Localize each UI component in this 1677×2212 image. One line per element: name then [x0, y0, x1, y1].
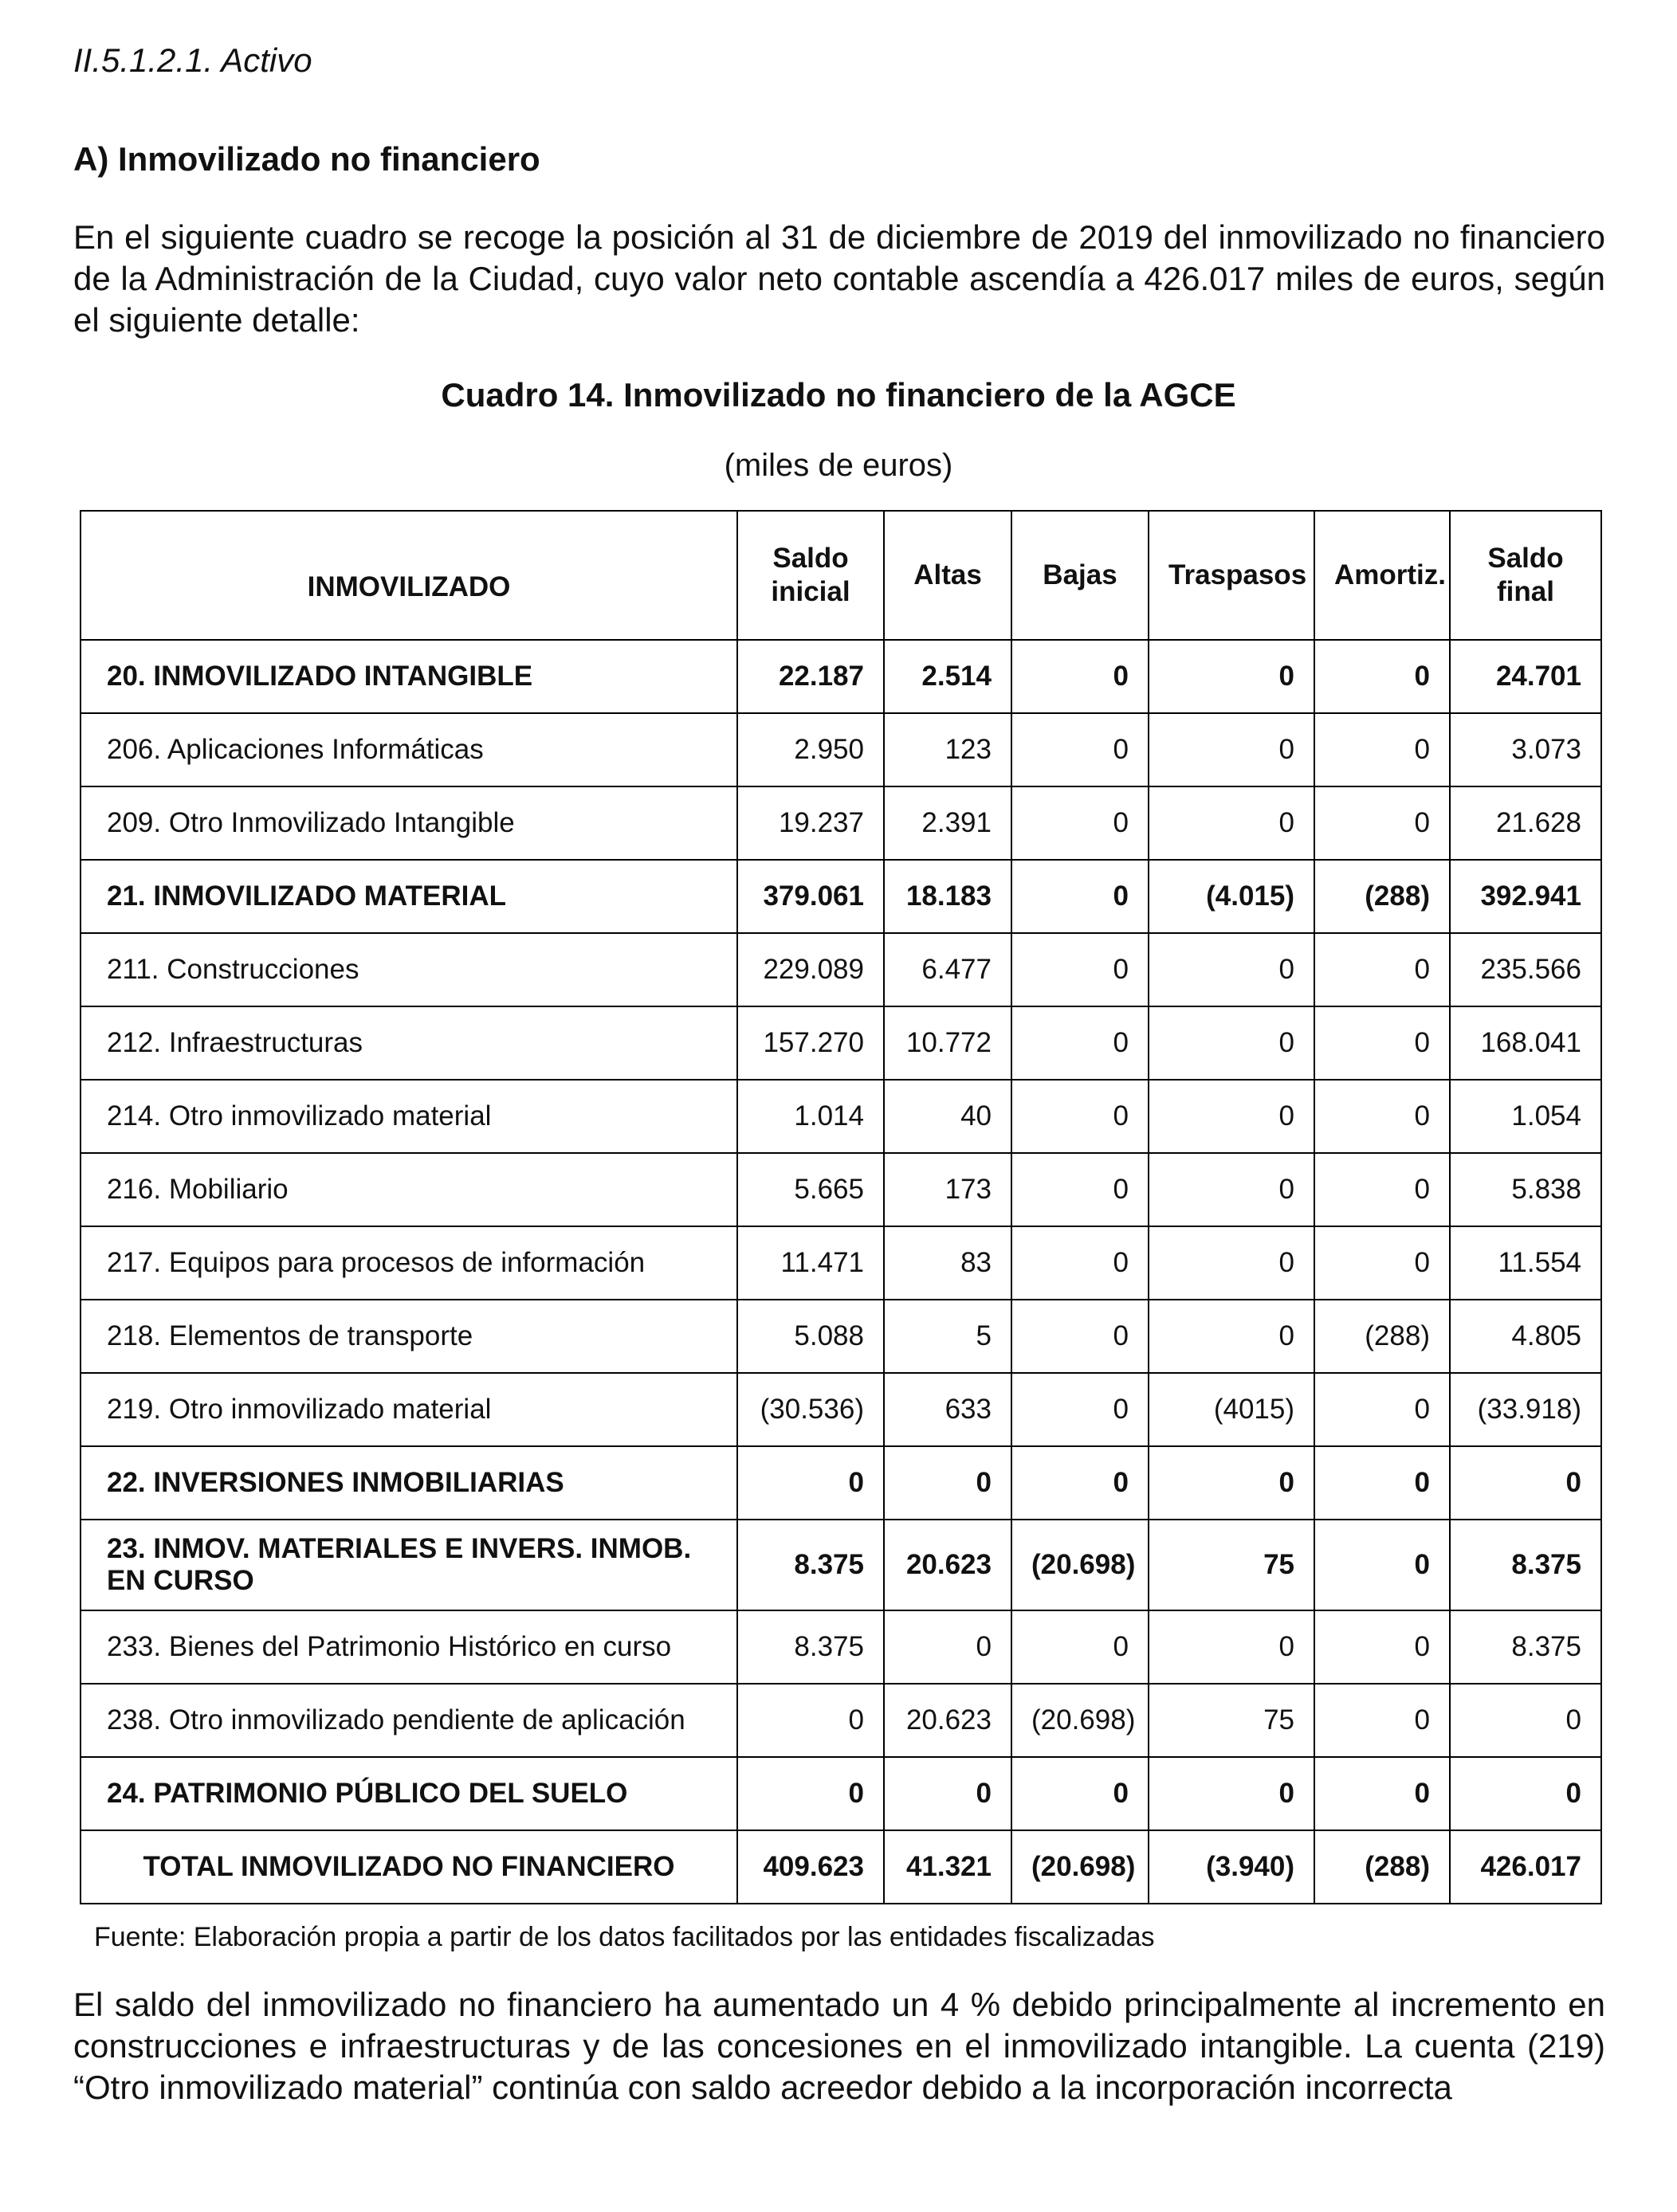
value-cell: 229.089 [737, 933, 884, 1006]
value-cell: 0 [1011, 786, 1149, 860]
value-cell: 0 [1011, 640, 1149, 713]
value-cell: 10.772 [884, 1006, 1011, 1080]
table-subtitle: (miles de euros) [724, 448, 953, 483]
value-cell: 0 [1314, 1226, 1450, 1300]
value-cell: 409.623 [737, 1830, 884, 1904]
value-cell: 0 [1149, 786, 1314, 860]
table-header-row [81, 511, 1601, 640]
value-cell: 0 [1314, 786, 1450, 860]
table-row [81, 1757, 1601, 1830]
closing-paragraph: El saldo del inmovilizado no financiero ha aumentado un 4 % debido principalmente al incremento en construcciones e infraestructuras y de las concesiones en el inmovilizado intangible. La cuenta (219) “Otro inmovilizado material” continúa con saldo acreedor debido a la incorporación incorrecta [73, 1986, 1605, 2106]
row-label-cell: 238. Otro inmovilizado pendiente de aplicación [81, 1684, 737, 1757]
value-cell: 157.270 [737, 1006, 884, 1080]
value-cell: 0 [1450, 1757, 1601, 1830]
table-row [81, 713, 1601, 786]
value-cell: 123 [884, 713, 1011, 786]
value-cell: 5 [884, 1300, 1011, 1373]
value-cell: 0 [1011, 1080, 1149, 1153]
value-cell: 0 [1314, 933, 1450, 1006]
table-row [81, 1520, 1601, 1610]
value-cell: 8.375 [1450, 1520, 1601, 1610]
col-header-saldo-inicial: Saldo inicial [737, 511, 884, 640]
row-label-cell: 22. INVERSIONES INMOBILIARIAS [81, 1446, 737, 1520]
table-body [81, 640, 1601, 1904]
value-cell: 392.941 [1450, 860, 1601, 933]
value-cell: (288) [1314, 1300, 1450, 1373]
value-cell: 1.054 [1450, 1080, 1601, 1153]
value-cell: 21.628 [1450, 786, 1601, 860]
value-cell: 0 [884, 1757, 1011, 1830]
value-cell: 0 [1149, 1006, 1314, 1080]
row-label-cell: 217. Equipos para procesos de información [81, 1226, 737, 1300]
value-cell: 0 [1011, 1300, 1149, 1373]
value-cell: 75 [1149, 1520, 1314, 1610]
row-label-cell: 211. Construcciones [81, 933, 737, 1006]
value-cell: 0 [1314, 1446, 1450, 1520]
row-label-cell: 214. Otro inmovilizado material [81, 1080, 737, 1153]
value-cell: 0 [1314, 1006, 1450, 1080]
value-cell: 11.471 [737, 1226, 884, 1300]
table-row [81, 640, 1601, 713]
value-cell: (288) [1314, 1830, 1450, 1904]
table-title: Cuadro 14. Inmovilizado no financiero de la AGCE [441, 376, 1236, 414]
value-cell: 0 [1011, 1153, 1149, 1226]
value-cell: 0 [1149, 1446, 1314, 1520]
value-cell: 20.623 [884, 1684, 1011, 1757]
row-label-cell: 212. Infraestructuras [81, 1006, 737, 1080]
value-cell: 0 [1314, 1684, 1450, 1757]
value-cell: 0 [1011, 933, 1149, 1006]
col-header-altas: Altas [884, 511, 1011, 640]
value-cell: (4.015) [1149, 860, 1314, 933]
value-cell: (30.536) [737, 1373, 884, 1446]
value-cell: 0 [1314, 640, 1450, 713]
value-cell: 20.623 [884, 1520, 1011, 1610]
row-label-cell: 206. Aplicaciones Informáticas [81, 713, 737, 786]
col-header-bajas: Bajas [1011, 511, 1149, 640]
value-cell: 0 [1149, 1226, 1314, 1300]
value-cell: 0 [1149, 933, 1314, 1006]
value-cell: 0 [1314, 713, 1450, 786]
value-cell: 0 [884, 1446, 1011, 1520]
value-cell: 22.187 [737, 640, 884, 713]
row-label-cell: 23. INMOV. MATERIALES E INVERS. INMOB. EN CURSO [81, 1520, 737, 1610]
value-cell: 8.375 [737, 1520, 884, 1610]
value-cell: 83 [884, 1226, 1011, 1300]
table-row [81, 1006, 1601, 1080]
value-cell: 168.041 [1450, 1006, 1601, 1080]
col-header-amortiz: Amortiz. [1314, 511, 1450, 640]
value-cell: 41.321 [884, 1830, 1011, 1904]
row-label-cell: 21. INMOVILIZADO MATERIAL [81, 860, 737, 933]
value-cell: 0 [1314, 1520, 1450, 1610]
value-cell: (20.698) [1011, 1520, 1149, 1610]
value-cell: 19.237 [737, 786, 884, 860]
value-cell: 0 [1011, 1610, 1149, 1684]
value-cell: 0 [884, 1610, 1011, 1684]
value-cell: 0 [1450, 1446, 1601, 1520]
value-cell: 0 [1011, 713, 1149, 786]
value-cell: 0 [1149, 1300, 1314, 1373]
value-cell: 0 [1314, 1373, 1450, 1446]
value-cell: 0 [1314, 1757, 1450, 1830]
source-note: Fuente: Elaboración propia a partir de los datos facilitados por las entidades fiscalizadas [94, 1922, 1155, 1952]
value-cell: 0 [1011, 1757, 1149, 1830]
value-cell: 0 [1149, 1153, 1314, 1226]
table-row [81, 1226, 1601, 1300]
subsection-heading: A) Inmovilizado no financiero [73, 140, 540, 178]
value-cell: 0 [1149, 713, 1314, 786]
value-cell: 235.566 [1450, 933, 1601, 1006]
value-cell: 0 [1011, 1446, 1149, 1520]
table-row [81, 1446, 1601, 1520]
value-cell: (20.698) [1011, 1830, 1149, 1904]
value-cell: (33.918) [1450, 1373, 1601, 1446]
table-row [81, 1610, 1601, 1684]
value-cell: 5.088 [737, 1300, 884, 1373]
value-cell: 426.017 [1450, 1830, 1601, 1904]
row-label-cell: 216. Mobiliario [81, 1153, 737, 1226]
value-cell: 0 [737, 1446, 884, 1520]
value-cell: 0 [1011, 860, 1149, 933]
col-header-saldo-final: Saldo final [1450, 511, 1601, 640]
value-cell: 40 [884, 1080, 1011, 1153]
value-cell: 8.375 [737, 1610, 884, 1684]
table-row [81, 1153, 1601, 1226]
col-header-inmovilizado: INMOVILIZADO [81, 511, 737, 640]
value-cell: 2.950 [737, 713, 884, 786]
table-row [81, 1830, 1601, 1904]
table-row [81, 1300, 1601, 1373]
col-header-traspasos: Traspasos [1149, 511, 1314, 640]
value-cell: 0 [1149, 640, 1314, 713]
value-cell: 0 [1314, 1610, 1450, 1684]
section-title: II.5.1.2.1. Activo [73, 41, 312, 79]
value-cell: 24.701 [1450, 640, 1601, 713]
row-label-cell: TOTAL INMOVILIZADO NO FINANCIERO [81, 1830, 737, 1904]
row-label-cell: 219. Otro inmovilizado material [81, 1373, 737, 1446]
value-cell: 5.838 [1450, 1153, 1601, 1226]
row-label-cell: 20. INMOVILIZADO INTANGIBLE [81, 640, 737, 713]
value-cell: 18.183 [884, 860, 1011, 933]
value-cell: 0 [1011, 1006, 1149, 1080]
value-cell: 0 [1011, 1373, 1149, 1446]
table-row [81, 786, 1601, 860]
value-cell: 0 [1149, 1080, 1314, 1153]
row-label-cell: 209. Otro Inmovilizado Intangible [81, 786, 737, 860]
table-row [81, 860, 1601, 933]
value-cell: 173 [884, 1153, 1011, 1226]
value-cell: 0 [1450, 1684, 1601, 1757]
row-label-cell: 233. Bienes del Patrimonio Histórico en curso [81, 1610, 737, 1684]
value-cell: 2.391 [884, 786, 1011, 860]
row-label-cell: 24. PATRIMONIO PÚBLICO DEL SUELO [81, 1757, 737, 1830]
table-row [81, 1684, 1601, 1757]
value-cell: 0 [1011, 1226, 1149, 1300]
value-cell: 0 [737, 1684, 884, 1757]
value-cell: (288) [1314, 860, 1450, 933]
value-cell: 3.073 [1450, 713, 1601, 786]
value-cell: 8.375 [1450, 1610, 1601, 1684]
value-cell: 4.805 [1450, 1300, 1601, 1373]
asset-table [80, 510, 1602, 1904]
value-cell: 0 [1314, 1080, 1450, 1153]
value-cell: (20.698) [1011, 1684, 1149, 1757]
value-cell: (4015) [1149, 1373, 1314, 1446]
value-cell: 1.014 [737, 1080, 884, 1153]
table-row [81, 1080, 1601, 1153]
value-cell: 5.665 [737, 1153, 884, 1226]
table-row [81, 1373, 1601, 1446]
value-cell: 633 [884, 1373, 1011, 1446]
value-cell: 2.514 [884, 640, 1011, 713]
value-cell: 0 [1149, 1610, 1314, 1684]
value-cell: 0 [1314, 1153, 1450, 1226]
intro-paragraph: En el siguiente cuadro se recoge la posición al 31 de diciembre de 2019 del inmovilizado no financiero de la Administración de la Ciudad, cuyo valor neto contable ascendía a 426.017 miles de euros, según el siguiente detalle: [73, 218, 1605, 339]
row-label-cell: 218. Elementos de transporte [81, 1300, 737, 1373]
value-cell: 0 [737, 1757, 884, 1830]
value-cell: (3.940) [1149, 1830, 1314, 1904]
value-cell: 75 [1149, 1684, 1314, 1757]
value-cell: 6.477 [884, 933, 1011, 1006]
value-cell: 379.061 [737, 860, 884, 933]
value-cell: 0 [1149, 1757, 1314, 1830]
table-row [81, 933, 1601, 1006]
value-cell: 11.554 [1450, 1226, 1601, 1300]
